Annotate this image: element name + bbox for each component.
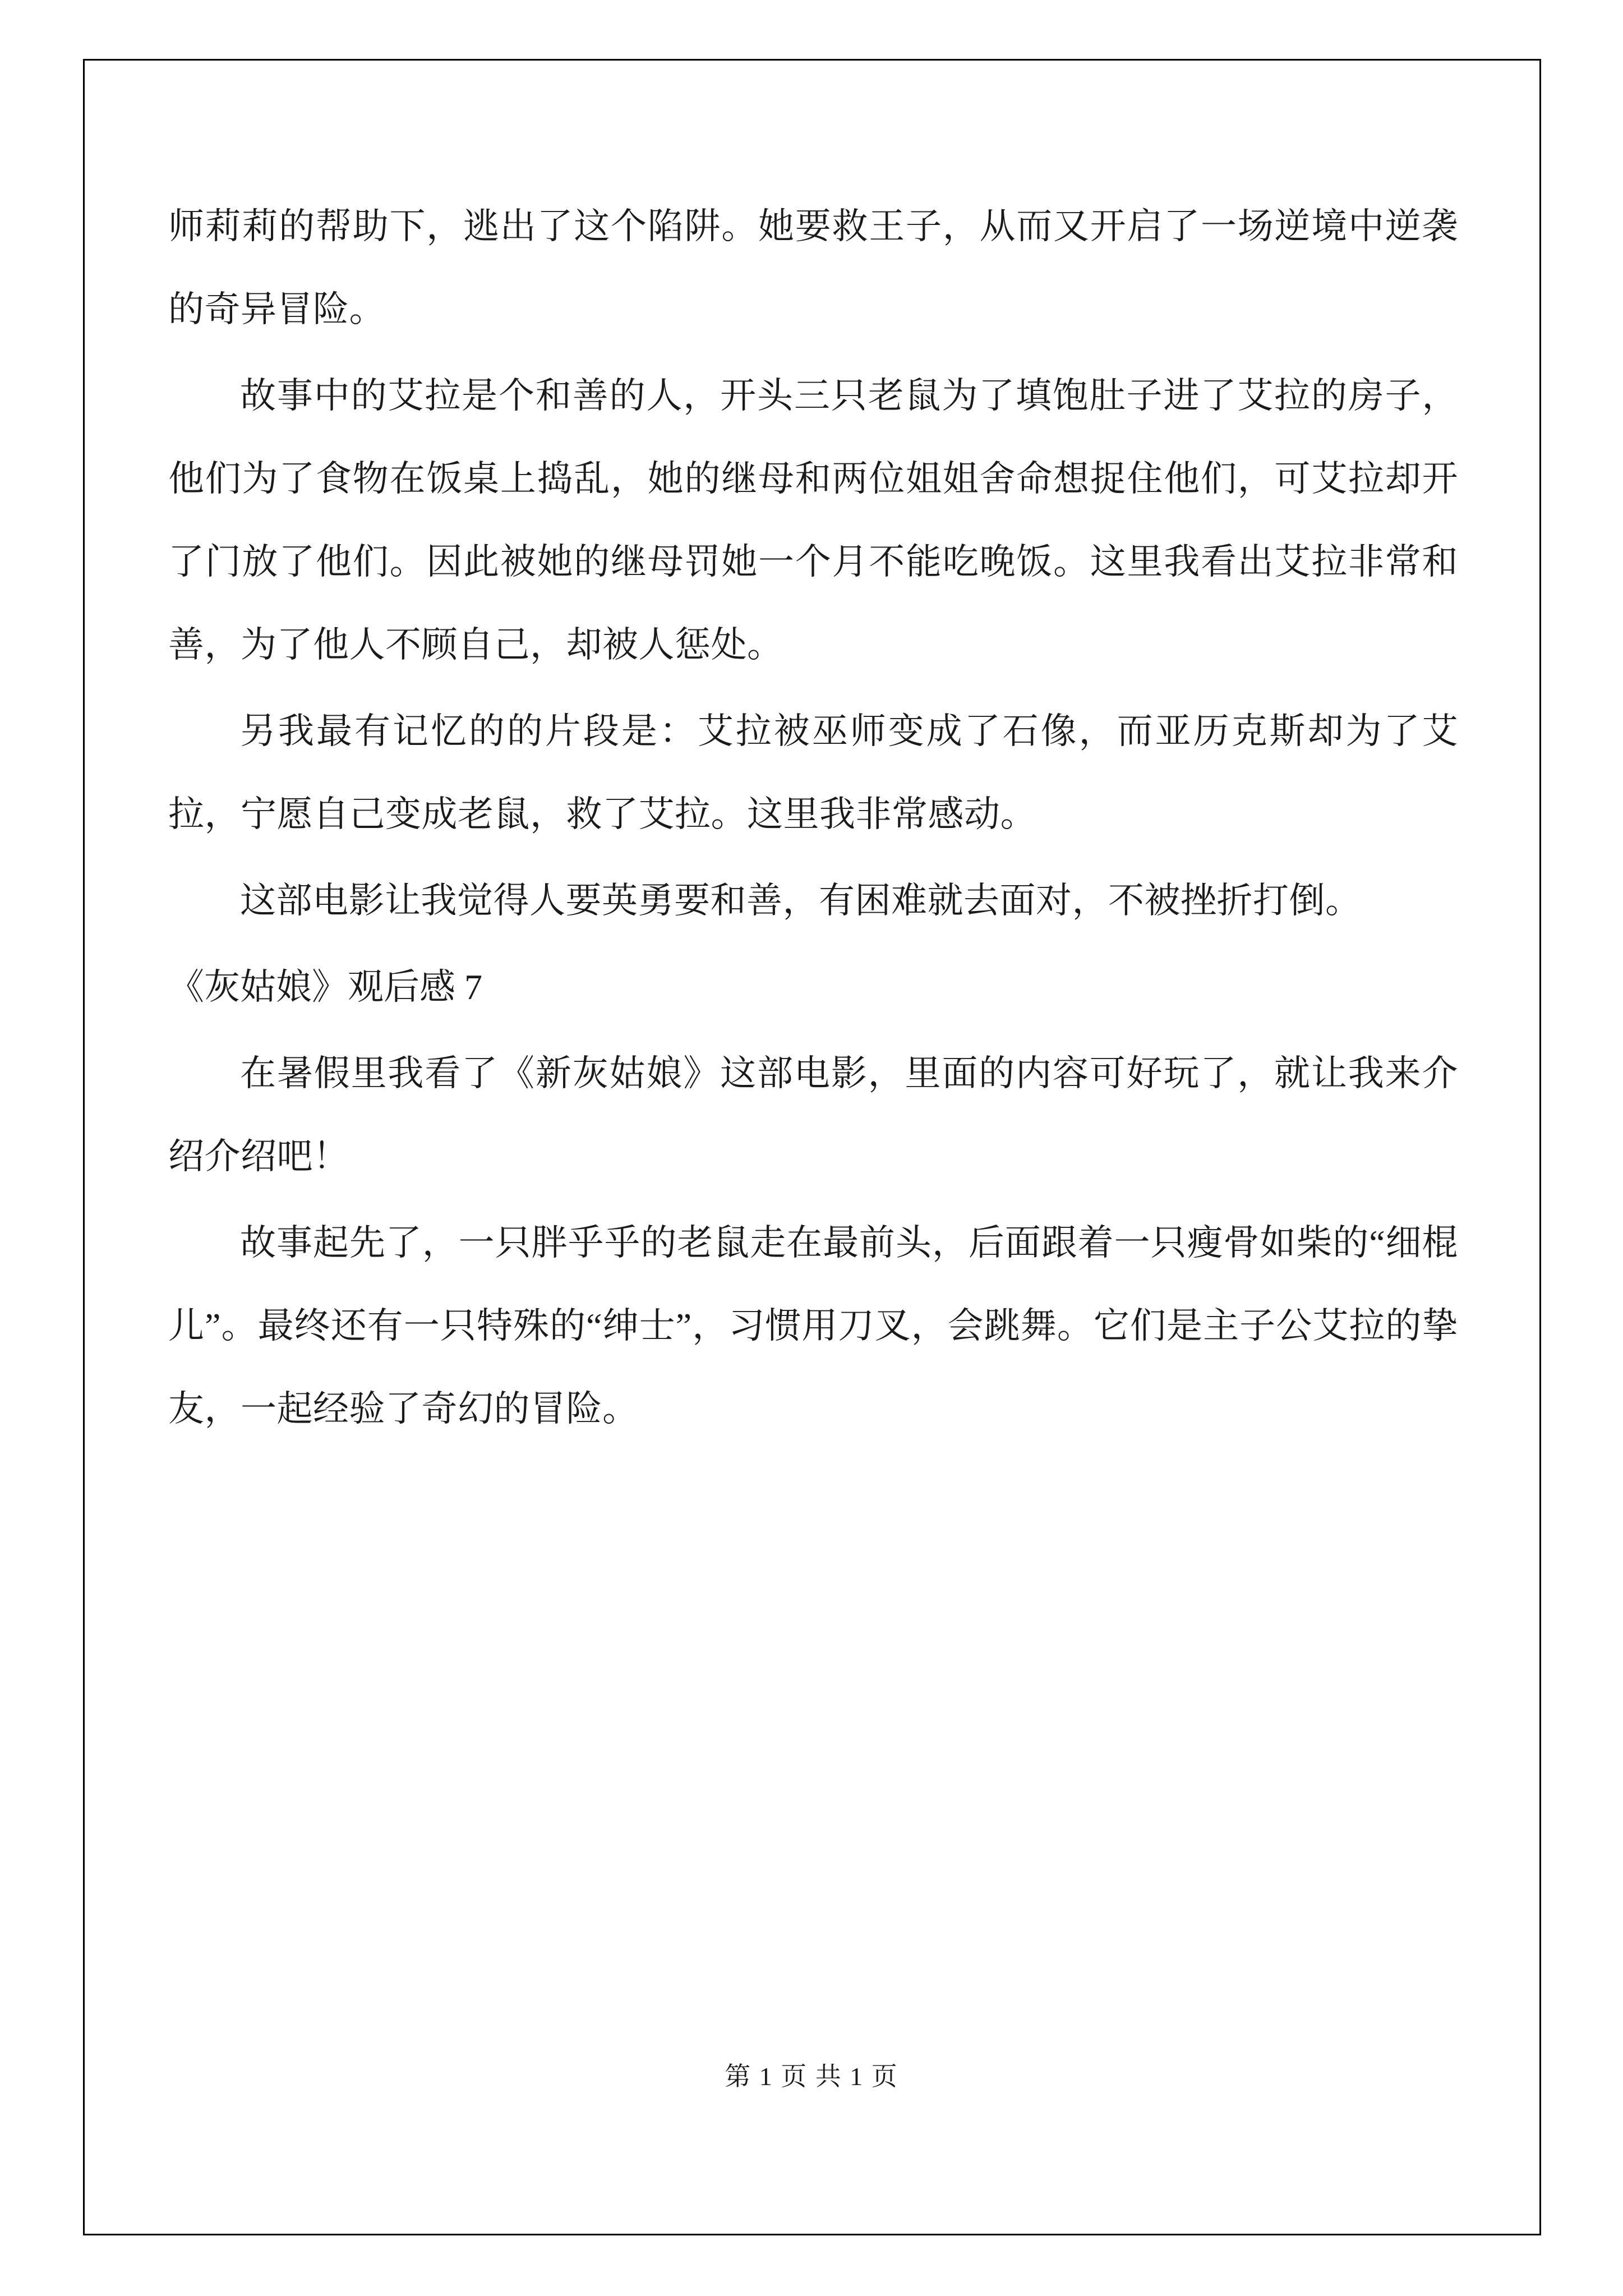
paragraph: 另我最有记忆的的片段是：艾拉被巫师变成了石像，而亚历克斯却为了艾拉，宁愿自己变成老鼠，救了艾拉。这里我非常感动。 [168, 711, 1458, 834]
page-footer: 第 1 页 共 1 页 [725, 2062, 898, 2091]
document-body [168, 185, 1458, 1454]
section-heading: 《灰姑娘》观后感 7 [168, 967, 482, 1007]
paragraph: 故事起先了，一只胖乎乎的老鼠走在最前头，后面跟着一只瘦骨如柴的“细棍儿”。最终还有一只特殊的“绅士”，习惯用刀叉，会跳舞。它们是主子公艾拉的挚友，一起经验了奇幻的冒险。 [168, 1223, 1458, 1429]
paragraph: 这部电影让我觉得人要英勇要和善，有困难就去面对，不被挫折打倒。 [240, 881, 1362, 921]
paragraph: 故事中的艾拉是个和善的人，开头三只老鼠为了填饱肚子进了艾拉的房子，他们为了食物在饭桌上捣乱，她的继母和两位姐姐舍命想捉住他们，可艾拉却开了门放了他们。因此被她的继母罚她一个月不能吃晚饭。这里我看出艾拉非常和善，为了他人不顾自己，却被人惩处。 [168, 376, 1458, 665]
paragraph: 在暑假里我看了《新灰姑娘》这部电影，里面的内容可好玩了，就让我来介绍介绍吧！ [168, 1053, 1458, 1176]
paragraph: 师莉莉的帮助下，逃出了这个陷阱。她要救王子，从而又开启了一场逆境中逆袭的奇异冒险。 [168, 206, 1458, 329]
